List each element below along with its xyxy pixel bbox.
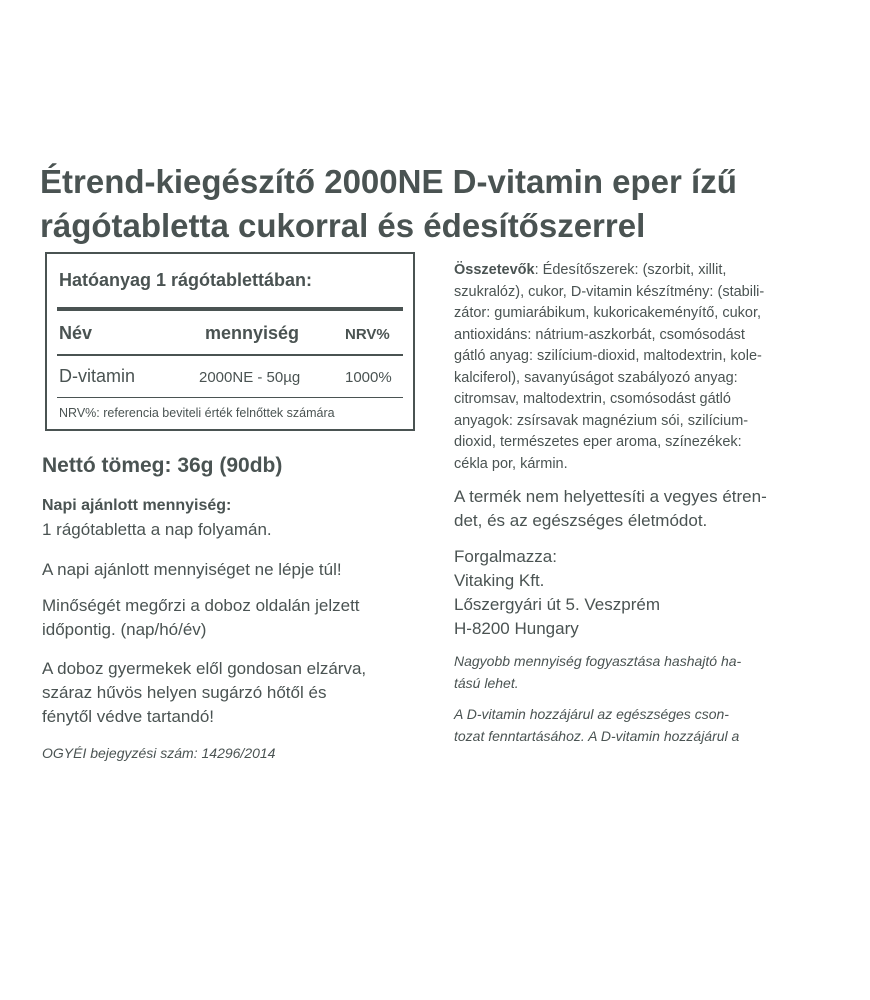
storage-line-2: száraz hűvös helyen sugárzó hőtől és [42,683,327,702]
distributor [454,545,828,641]
distributor-label: Forgalmazza: [454,547,557,566]
laxative-note [454,650,828,694]
dose-warning-text: A napi ajánlott mennyiséget ne lépje túl! [42,560,342,579]
disclaimer-line-1: A termék nem helyettesíti a vegyes étren- [454,487,767,506]
health-claim [454,703,828,747]
row-amount: 2000NE - 50µg [199,369,301,386]
daily-dose-label: Napi ajánlott mennyiség: [42,497,232,514]
ingredients [454,260,828,475]
net-weight: Nettó tömeg: 36g (90db) [42,454,283,477]
daily-dose-text: 1 rágótabletta a nap folyamán. [42,520,272,539]
ingredients-line-2: zátor: gumiarábikum, kukoricakeményítő, cukor, [454,305,762,321]
distributor-company: Vitaking Kft. [454,571,545,590]
ingredients-line-6: citromsav, maltodextrin, csomósodást gátló [454,391,731,407]
ingredients-line-4: gátló anyag: szilícium-dioxid, maltodextrin, kole- [454,348,762,364]
storage-line-1: A doboz gyermekek elől gondosan elzárva, [42,659,367,678]
table-rule-thick [57,307,403,311]
product-title [40,160,840,248]
disclaimer [454,485,828,533]
ingredients-line-1: szukralóz), cukor, D-vitamin készítmény: (stabili- [454,283,765,300]
ingredients-label: Összetevők [454,262,535,278]
col-header-name: Név [59,323,93,343]
shelf-life [42,594,420,642]
storage-line-3: fénytől védve tartandó! [42,707,215,726]
storage-instructions [42,657,420,729]
daily-dose [42,494,420,542]
disclaimer-line-2: det, és az egészséges életmódot. [454,511,708,530]
title-line-2: rágótabletta cukorral és édesítőszerrel [40,207,646,244]
ogyei-number: OGYÉI bejegyzési szám: 14296/2014 [42,745,276,761]
title-line-1: Étrend-kiegészítő 2000NE D-vitamin eper ízű [40,163,737,200]
dose-warning [42,558,420,582]
ingredients-line-5: kalciferol), savanyúságot szabályozó anyag: [454,369,738,386]
ingredients-line-7: anyagok: zsírsavak magnézium sói, szilícium- [454,412,749,429]
laxative-note-line-1: Nagyobb mennyiség fogyasztása hashajtó ha- [454,653,742,669]
col-header-amount: mennyiség [205,323,300,343]
shelf-life-line-1: Minőségét megőrzi a doboz oldalán jelzett [42,596,360,615]
laxative-note-line-2: tású lehet. [454,675,519,691]
ingredients-line-0: : Édesítőszerek: (szorbit, xillit, [534,262,727,278]
nutrition-heading: Hatóanyag 1 rágótablettában: [59,270,313,290]
ingredients-line-9: cékla por, kármin. [454,455,568,472]
ingredients-line-3: antioxidáns: nátrium-aszkorbát, csomósodást [454,326,745,343]
row-name: D-vitamin [59,366,136,386]
health-claim-line-2: tozat fenntartásához. A D-vitamin hozzájárul a [454,728,740,744]
nutrition-table [45,252,415,431]
col-header-nrv: NRV% [345,326,390,343]
row-nrv: 1000% [345,369,392,386]
distributor-city: H-8200 Hungary [454,619,579,638]
distributor-street: Lőszergyári út 5. Veszprém [454,595,660,614]
nutrition-footnote: NRV%: referencia beviteli érték felnőttek számára [59,406,335,420]
table-rule-mid [57,354,403,356]
shelf-life-line-2: időpontig. (nap/hó/év) [42,620,207,639]
table-rule-thin [57,397,403,398]
health-claim-line-1: A D-vitamin hozzájárul az egészséges cson- [454,706,729,722]
ingredients-line-8: dioxid, természetes eper aroma, színezékek: [454,434,742,450]
